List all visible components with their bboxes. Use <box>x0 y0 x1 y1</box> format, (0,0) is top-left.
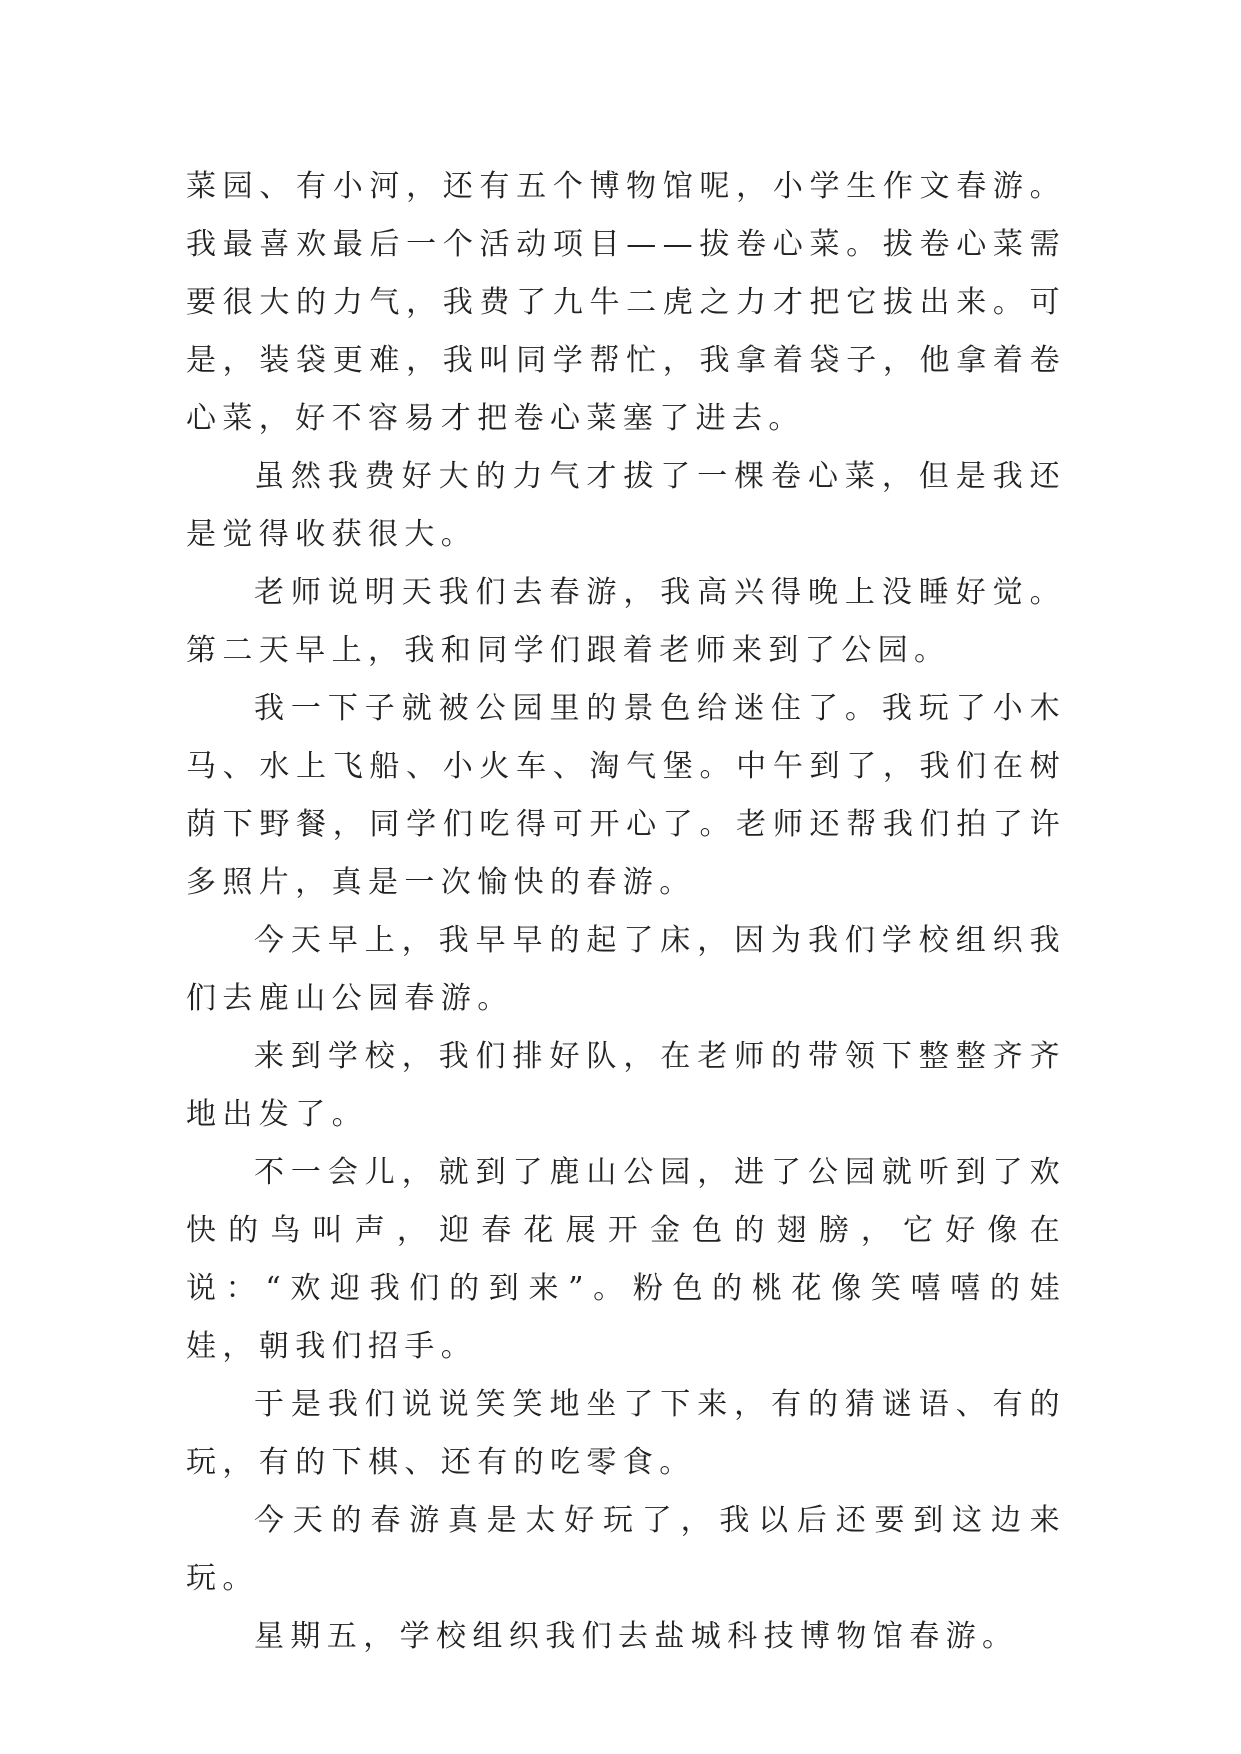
paragraph-8: 于是我们说说笑笑地坐了下来，有的猜谜语、有的玩，有的下棋、还有的吃零食。 <box>186 1387 1066 1480</box>
paragraph-9: 今天的春游真是太好玩了，我以后还要到这边来玩。 <box>186 1503 1066 1596</box>
paragraph-10: 星期五，学校组织我们去盐城科技博物馆春游。 <box>254 1619 1019 1654</box>
paragraph-2: 虽然我费好大的力气才拔了一棵卷心菜，但是我还是觉得收获很大。 <box>186 459 1066 552</box>
paragraph-7: 不一会儿，就到了鹿山公园，进了公园就听到了欢快的鸟叫声，迎春花展开金色的翅膀，它好像在说：“欢迎我们的到来”。粉色的桃花像笑嘻嘻的娃娃，朝我们招手。 <box>186 1155 1066 1364</box>
paragraph-6: 来到学校，我们排好队，在老师的带领下整整齐齐地出发了。 <box>186 1039 1066 1132</box>
body-text <box>186 158 1066 1666</box>
paragraph-5: 今天早上，我早早的起了床，因为我们学校组织我们去鹿山公园春游。 <box>186 923 1066 1016</box>
paragraph-3: 老师说明天我们去春游，我高兴得晚上没睡好觉。第二天早上，我和同学们跟着老师来到了公园。 <box>186 575 1066 668</box>
paragraph-1: 菜园、有小河，还有五个博物馆呢，小学生作文春游。我最喜欢最后一个活动项目——拔卷心菜。拔卷心菜需要很大的力气，我费了九牛二虎之力才把它拔出来。可是，装袋更难，我叫同学帮忙，我拿着袋子，他拿着卷心菜，好不容易才把卷心菜塞了进去。 <box>186 169 1066 436</box>
paragraph-4: 我一下子就被公园里的景色给迷住了。我玩了小木马、水上飞船、小火车、淘气堡。中午到了，我们在树荫下野餐，同学们吃得可开心了。老师还帮我们拍了许多照片，真是一次愉快的春游。 <box>186 691 1066 900</box>
